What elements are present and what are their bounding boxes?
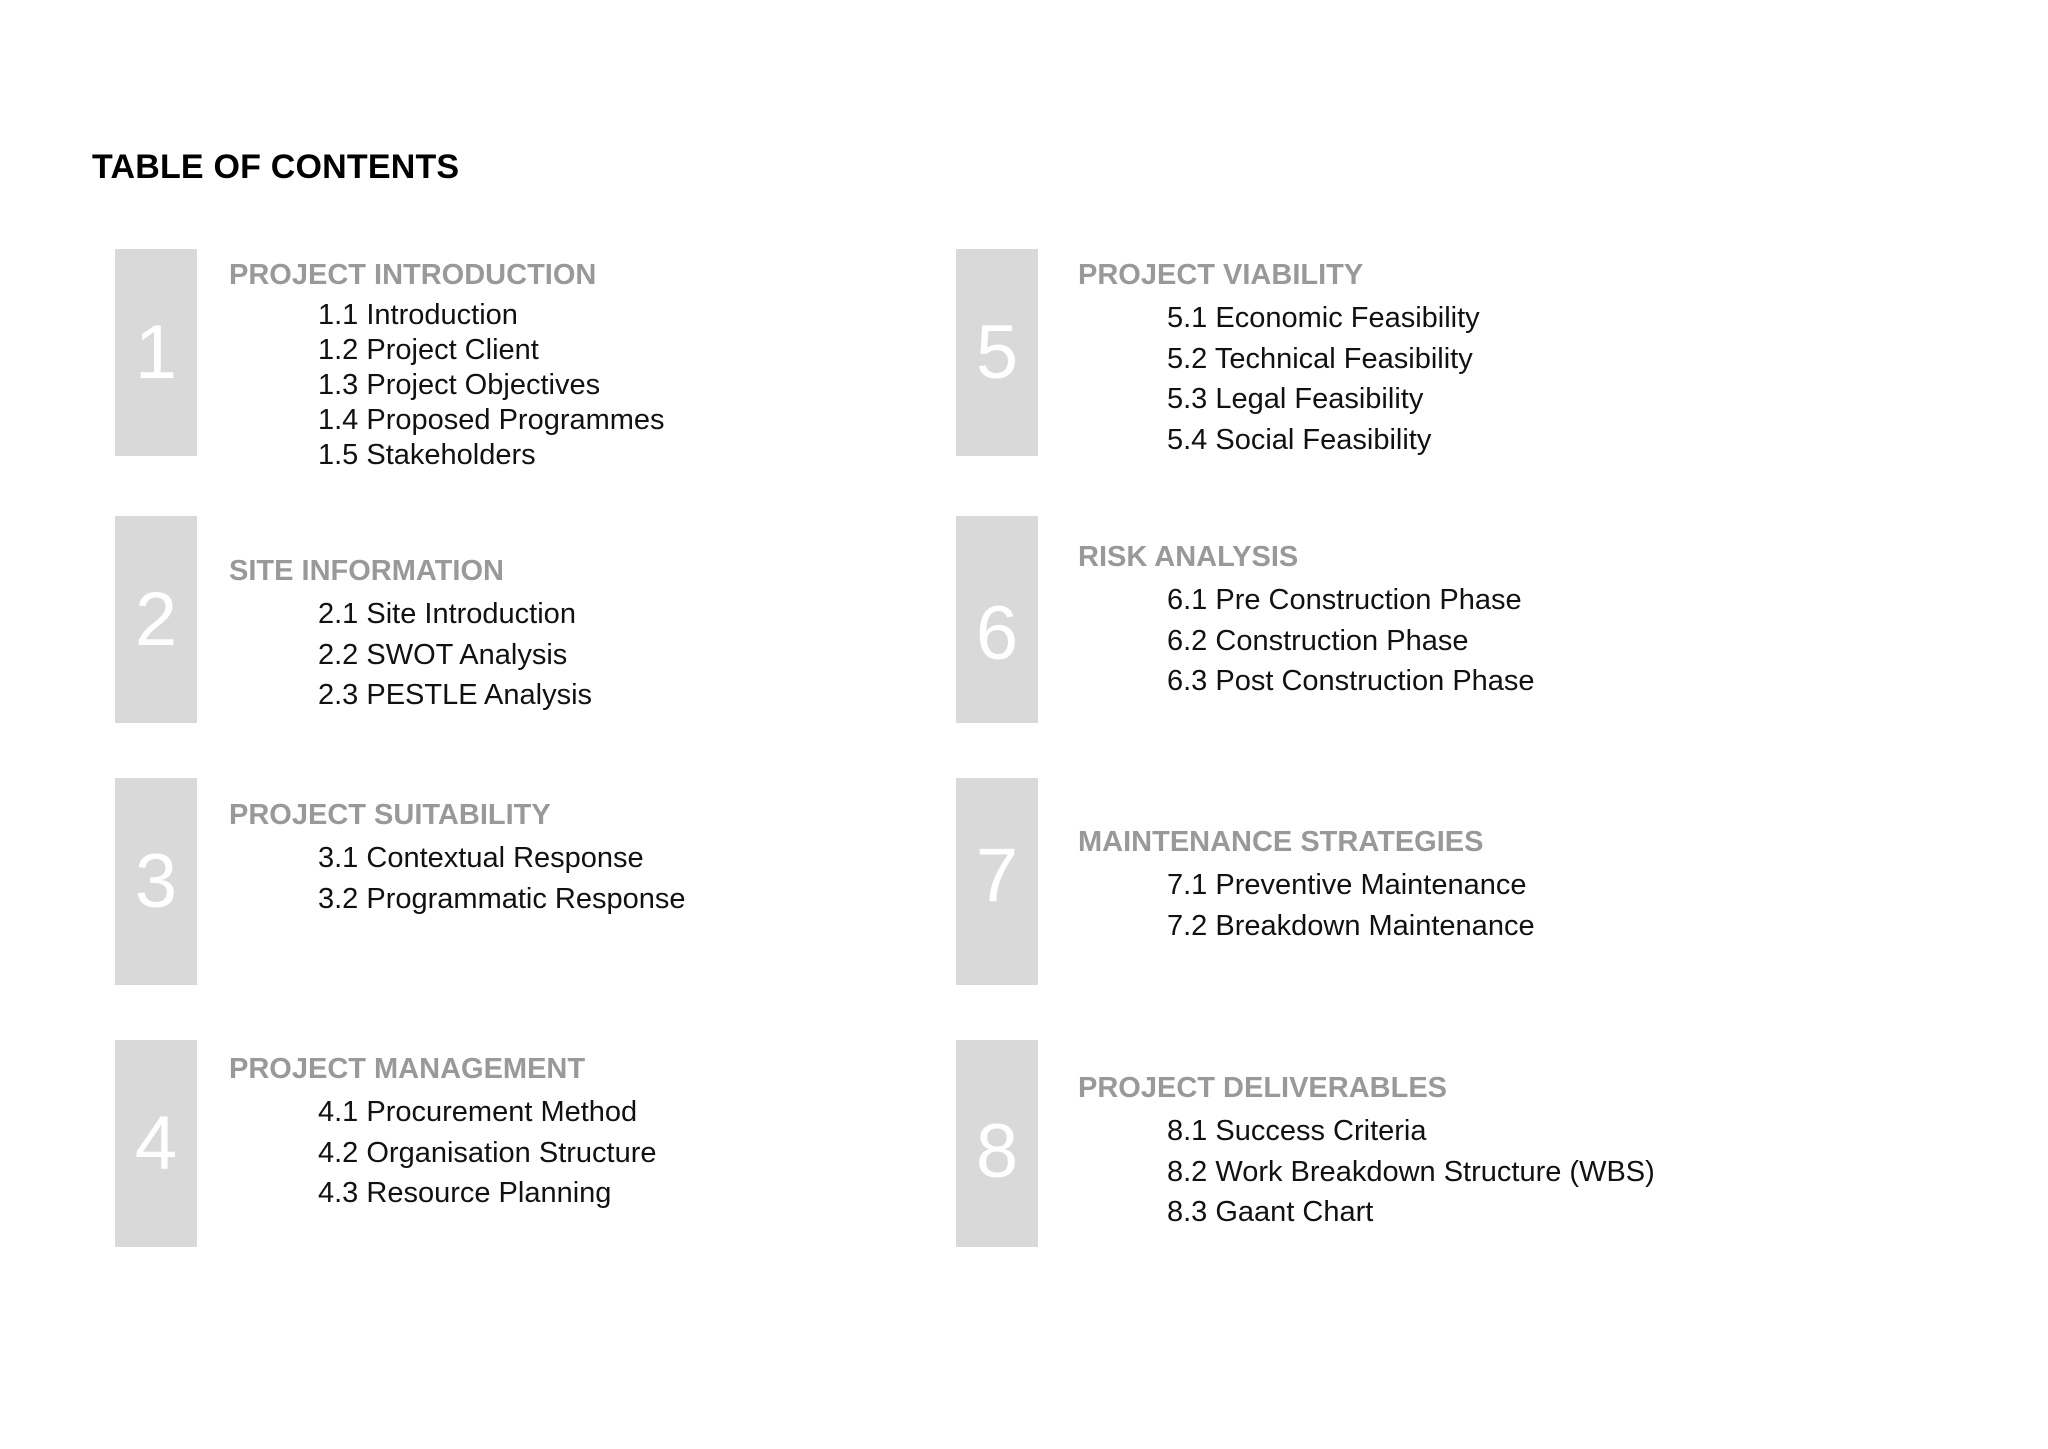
subsection-list: [229, 1092, 657, 1214]
subsection-item[interactable]: 4.3 Resource Planning: [318, 1177, 612, 1209]
subsection-item[interactable]: 6.2 Construction Phase: [1167, 624, 1469, 657]
section-heading[interactable]: PROJECT MANAGEMENT: [229, 1053, 586, 1085]
subsection-item[interactable]: 1.4 Proposed Programmes: [318, 404, 665, 436]
section-body: [229, 798, 686, 919]
section-body: [229, 258, 665, 473]
subsection-list: [1078, 298, 1480, 460]
subsection-list: [1078, 580, 1535, 702]
section-number-block: 8: [956, 1040, 1038, 1247]
section-body: [1078, 1071, 1655, 1233]
subsection-item[interactable]: 2.1 Site Introduction: [318, 598, 576, 630]
subsection-item[interactable]: 4.2 Organisation Structure: [318, 1136, 657, 1169]
section-heading[interactable]: PROJECT DELIVERABLES: [1078, 1072, 1447, 1104]
subsection-list: [229, 594, 592, 716]
subsection-item[interactable]: 7.2 Breakdown Maintenance: [1167, 909, 1535, 942]
subsection-list: [229, 838, 686, 919]
subsection-item[interactable]: 1.2 Project Client: [318, 334, 539, 366]
section-heading[interactable]: PROJECT SUITABILITY: [229, 799, 551, 831]
section-body: [229, 1052, 657, 1214]
subsection-item[interactable]: 1.5 Stakeholders: [318, 439, 536, 471]
subsection-item[interactable]: 7.1 Preventive Maintenance: [1167, 869, 1527, 901]
section-number-block: 1: [115, 249, 197, 456]
subsection-list: [1078, 865, 1535, 946]
section-heading[interactable]: RISK ANALYSIS: [1078, 541, 1299, 573]
subsection-item[interactable]: 6.3 Post Construction Phase: [1167, 665, 1535, 697]
toc-section-7: [956, 778, 1776, 988]
subsection-list: [229, 298, 665, 473]
section-body: [1078, 825, 1535, 946]
section-heading[interactable]: SITE INFORMATION: [229, 555, 504, 587]
section-body: [1078, 540, 1535, 702]
subsection-item[interactable]: 8.2 Work Breakdown Structure (WBS): [1167, 1155, 1655, 1188]
section-body: [229, 554, 592, 716]
subsection-item[interactable]: 2.2 SWOT Analysis: [318, 638, 568, 671]
subsection-item[interactable]: 3.2 Programmatic Response: [318, 882, 686, 915]
toc-section-2: [115, 516, 935, 726]
subsection-item[interactable]: 8.3 Gaant Chart: [1167, 1196, 1374, 1228]
toc-section-5: [956, 249, 1776, 459]
toc-section-8: [956, 1040, 1776, 1250]
subsection-item[interactable]: 4.1 Procurement Method: [318, 1096, 638, 1128]
toc-section-6: [956, 516, 1776, 726]
section-number-block: 3: [115, 778, 197, 985]
section-number-block: 5: [956, 249, 1038, 456]
section-number-block: 2: [115, 516, 197, 723]
section-body: [1078, 258, 1480, 460]
section-heading[interactable]: PROJECT VIABILITY: [1078, 259, 1364, 291]
subsection-item[interactable]: 1.1 Introduction: [318, 299, 518, 331]
subsection-item[interactable]: 8.1 Success Criteria: [1167, 1115, 1427, 1147]
subsection-item[interactable]: 5.1 Economic Feasibility: [1167, 302, 1480, 334]
subsection-item[interactable]: 5.2 Technical Feasibility: [1167, 342, 1473, 375]
subsection-item[interactable]: 6.1 Pre Construction Phase: [1167, 584, 1522, 616]
subsection-item[interactable]: 1.3 Project Objectives: [318, 369, 601, 401]
section-number-block: 7: [956, 778, 1038, 985]
subsection-item[interactable]: 5.4 Social Feasibility: [1167, 423, 1432, 456]
subsection-item[interactable]: 2.3 PESTLE Analysis: [318, 679, 593, 711]
section-heading[interactable]: MAINTENANCE STRATEGIES: [1078, 826, 1484, 858]
subsection-list: [1078, 1111, 1655, 1233]
subsection-item[interactable]: 3.1 Contextual Response: [318, 842, 644, 874]
section-number-block: 6: [956, 516, 1038, 723]
toc-section-1: [115, 249, 935, 471]
subsection-item[interactable]: 5.3 Legal Feasibility: [1167, 383, 1424, 415]
page-title: TABLE OF CONTENTS: [92, 148, 460, 186]
toc-section-3: [115, 778, 935, 988]
section-number-block: 4: [115, 1040, 197, 1247]
section-heading[interactable]: PROJECT INTRODUCTION: [229, 259, 597, 291]
toc-section-4: [115, 1040, 935, 1250]
